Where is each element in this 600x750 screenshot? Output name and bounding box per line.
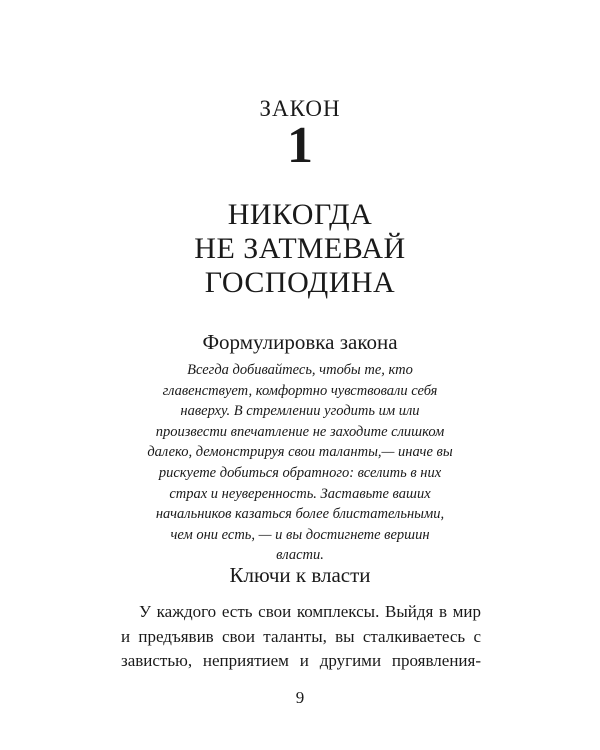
law-title-line: НЕ ЗАТМЕВАЙ (194, 232, 406, 265)
keys-body-text (121, 600, 481, 674)
law-title-line: НИКОГДА (227, 198, 373, 231)
formulation-heading: Формулировка закона (202, 330, 398, 354)
page-number: 9 (295, 688, 305, 707)
formulation-line: власти. (276, 547, 324, 564)
formulation-line: наверху. В стремлении угодить им или (180, 403, 420, 420)
formulation-line: чем они есть, — и вы достигнете вершин (170, 526, 430, 543)
formulation-line: начальников казаться более блистательными, (155, 506, 445, 523)
formulation-line: рискуете добиться обратного: вселить в них (158, 464, 442, 481)
law-title (0, 198, 600, 300)
formulation-line: Всегда добивайтесь, чтобы те, кто (187, 362, 413, 378)
formulation-line: далеко, демонстрируя свои таланты,— иначе вы (147, 444, 453, 461)
formulation-line: страх и неуверенность. Заставьте ваших (169, 485, 431, 502)
formulation-line: произвести впечатление не заходите слишком (155, 423, 445, 440)
body-line: завистью, неприятием и другими проявления- (121, 651, 481, 670)
formulation-text (0, 360, 600, 566)
law-title-line: ГОСПОДИНА (204, 266, 396, 299)
law-number: 1 (287, 117, 313, 174)
body-line: и предъявив свои таланты, вы сталкиваетесь с (121, 626, 481, 646)
keys-heading: Ключи к власти (229, 563, 371, 587)
formulation-line: главенствует, комфортно чувствовали себя (162, 382, 438, 399)
body-line: У каждого есть свои комплексы. Выйдя в мир (139, 602, 481, 621)
law-label: ЗАКОН (259, 96, 341, 121)
